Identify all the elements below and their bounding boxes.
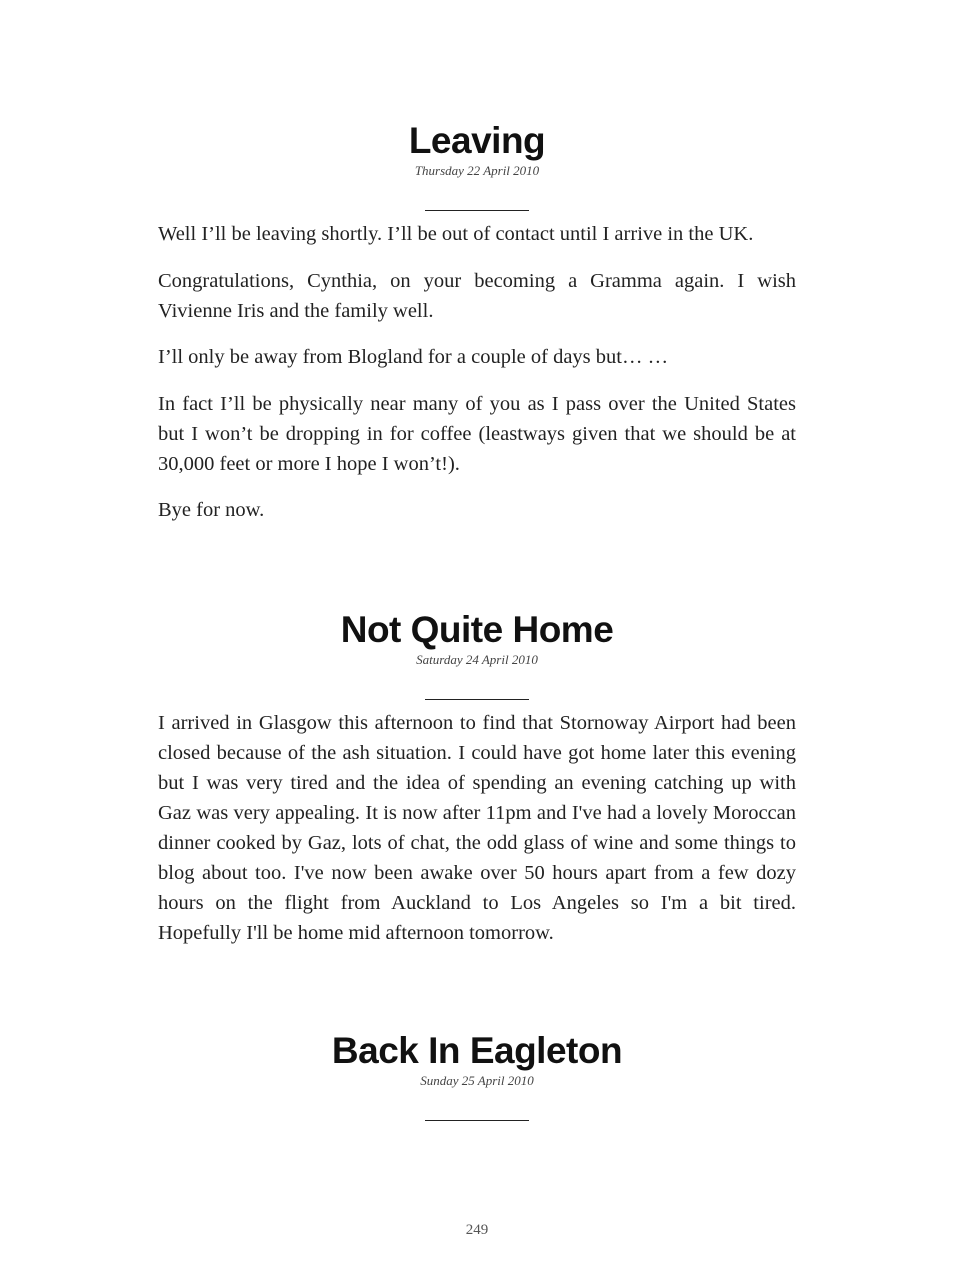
blog-post <box>158 610 796 965</box>
paragraph: Congratulations, Cynthia, on your becoming a Gramma again. I wish Vivienne Iris and the family well. <box>158 269 796 322</box>
post-date: Thursday 22 April 2010 <box>414 163 540 178</box>
page-number: 249 <box>465 1222 489 1238</box>
post-body <box>158 708 796 948</box>
paragraph: In fact I’ll be physically near many of you as I pass over the United States but I won’t be dropping in for coffee (leastways given that we should be at 30,000 feet or more I hope I won’t!). <box>158 392 796 475</box>
post-body <box>158 219 796 525</box>
post-divider <box>425 210 529 211</box>
paragraph: I’ll only be away from Blogland for a couple of days but… … <box>158 346 669 368</box>
post-date: Sunday 25 April 2010 <box>420 1073 534 1088</box>
post-title: Leaving <box>408 120 546 161</box>
paragraph: Well I’ll be leaving shortly. I’ll be out of contact until I arrive in the UK. <box>158 223 754 245</box>
post-divider <box>425 1120 529 1121</box>
post-title: Back In Eagleton <box>331 1030 623 1071</box>
post-divider <box>425 699 529 700</box>
blog-post <box>158 121 796 542</box>
blog-post <box>158 1031 796 1121</box>
paragraph: Bye for now. <box>158 499 265 521</box>
post-title: Not Quite Home <box>340 609 614 650</box>
post-date: Saturday 24 April 2010 <box>416 652 538 667</box>
paragraph: I arrived in Glasgow this afternoon to find that Stornoway Airport had been closed because of the ash situation. I could have got home later this evening but I was very tired and the idea of spending an evening catching up with Gaz was very appealing. It is now after 11pm and I've had a lovely Moroccan dinner cooked by Gaz, lots of chat, the odd glass of wine and some things to blog about too. I've now been awake over 50 hours apart from a few dozy hours on the flight from Auckland to Los Angeles so I'm a bit tired. Hopefully I'll be home mid afternoon tomorrow. <box>158 712 796 944</box>
